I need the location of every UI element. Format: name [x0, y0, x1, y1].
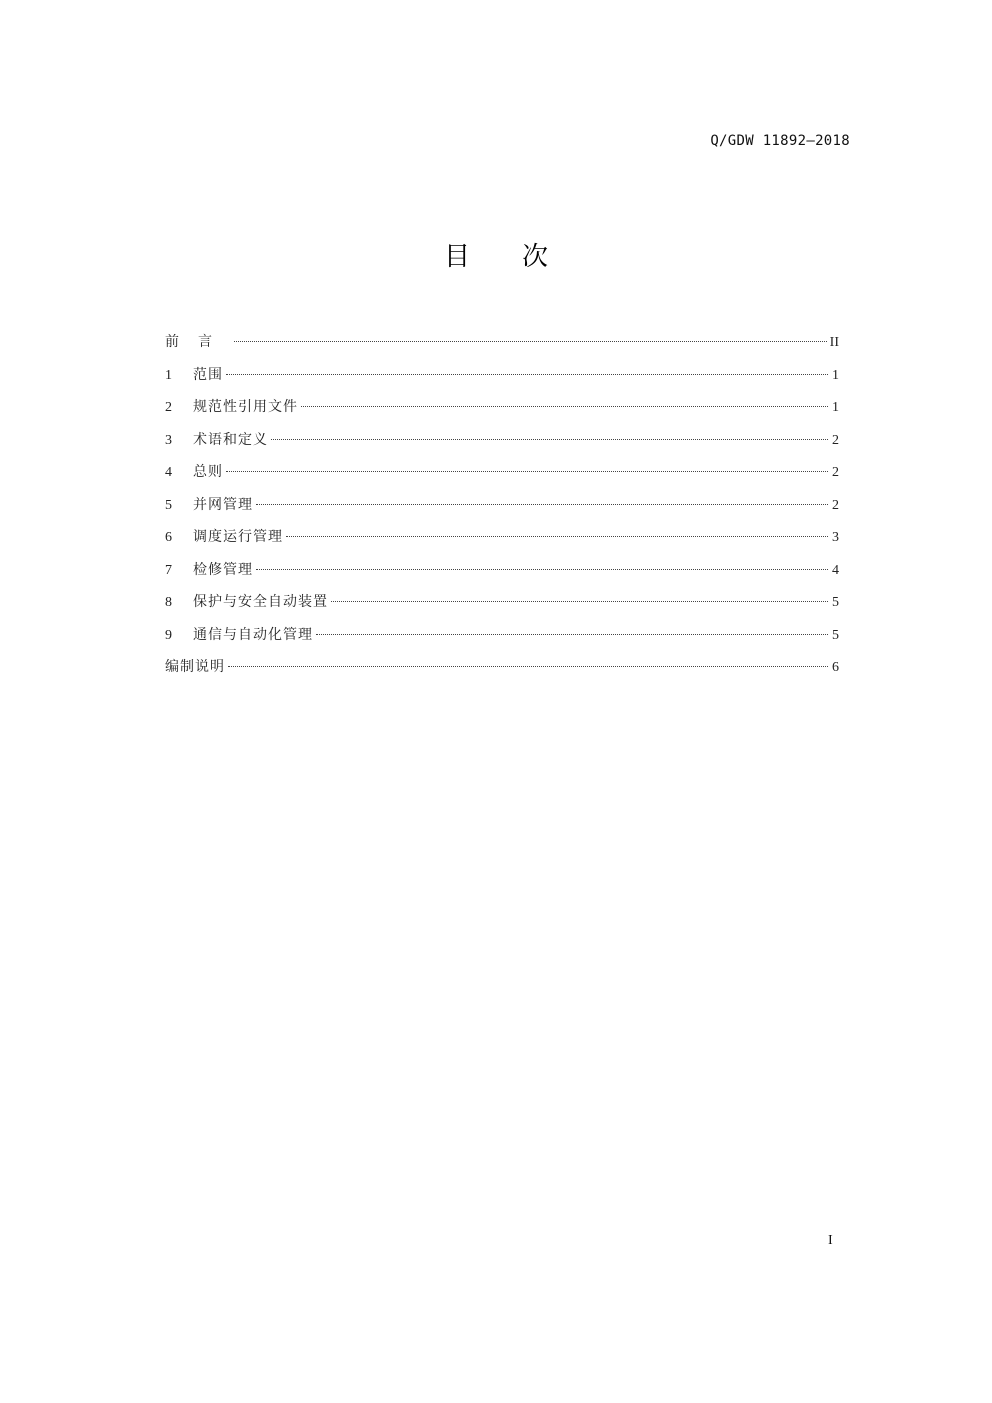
- toc-dot-leader: [271, 439, 828, 440]
- table-of-contents: [165, 326, 839, 684]
- toc-dot-leader: [316, 634, 828, 635]
- title-char-1: 目: [443, 242, 470, 272]
- toc-entry-normative-references[interactable]: [165, 391, 839, 424]
- toc-entry-page: 4: [832, 562, 839, 578]
- toc-entry-number: 1: [165, 367, 172, 383]
- toc-dot-leader: [301, 406, 828, 407]
- toc-dot-leader: [226, 471, 828, 472]
- toc-entry-protection-devices[interactable]: [165, 586, 839, 619]
- toc-entry-number: 9: [165, 627, 172, 643]
- toc-entry-drafting-notes[interactable]: [165, 651, 839, 684]
- toc-entry-label: 保护与安全自动装置: [193, 594, 328, 610]
- document-code: Q/GDW 11892—2018: [710, 133, 850, 149]
- toc-entry-label: 并网管理: [193, 496, 253, 513]
- toc-entry-foreword[interactable]: [165, 326, 839, 359]
- toc-entry-label: 规范性引用文件: [193, 399, 298, 415]
- toc-entry-page: 5: [832, 595, 839, 610]
- toc-entry-label: 通信与自动化管理: [193, 626, 313, 643]
- toc-entry-page: II: [829, 335, 839, 350]
- toc-entry-scope[interactable]: [165, 359, 839, 392]
- toc-entry-page: 2: [832, 465, 839, 480]
- toc-dot-leader: [256, 569, 828, 570]
- toc-entry-label: 编制说明: [165, 659, 225, 675]
- toc-dot-leader: [226, 374, 828, 375]
- toc-entry-page: 6: [832, 660, 839, 675]
- toc-entry-number: 8: [165, 595, 172, 610]
- toc-dot-leader: [228, 666, 828, 667]
- toc-entry-page: 5: [832, 627, 839, 643]
- toc-dot-leader: [256, 504, 828, 505]
- toc-entry-page: 1: [832, 367, 839, 383]
- toc-entry-label: 前言: [165, 334, 231, 350]
- toc-entry-maintenance[interactable]: [165, 554, 839, 587]
- toc-entry-dispatch-operation[interactable]: [165, 521, 839, 554]
- toc-entry-page: 2: [832, 432, 839, 448]
- toc-entry-label: 术语和定义: [193, 431, 268, 448]
- toc-entry-label: 范围: [193, 366, 223, 383]
- toc-dot-leader: [286, 536, 828, 537]
- toc-entry-number: 2: [165, 400, 172, 415]
- toc-entry-number: 7: [165, 562, 172, 578]
- toc-entry-grid-connection[interactable]: [165, 489, 839, 522]
- toc-entry-number: 4: [165, 465, 172, 480]
- title-char-2: 次: [522, 242, 549, 272]
- toc-entry-number: 6: [165, 530, 172, 545]
- toc-entry-general[interactable]: [165, 456, 839, 489]
- toc-entry-label: 总则: [193, 464, 223, 480]
- toc-entry-page: 1: [832, 400, 839, 415]
- toc-dot-leader: [234, 341, 827, 342]
- toc-entry-number: 5: [165, 497, 172, 513]
- toc-entry-page: 3: [832, 530, 839, 545]
- page-number: I: [828, 1233, 833, 1248]
- toc-dot-leader: [331, 601, 828, 602]
- toc-entry-label: 调度运行管理: [193, 529, 283, 545]
- page-title: [0, 236, 992, 273]
- toc-entry-terms-definitions[interactable]: [165, 424, 839, 457]
- toc-entry-number: 3: [165, 432, 172, 448]
- toc-entry-label: 检修管理: [193, 561, 253, 578]
- toc-entry-page: 2: [832, 497, 839, 513]
- toc-entry-communication-automation[interactable]: [165, 619, 839, 652]
